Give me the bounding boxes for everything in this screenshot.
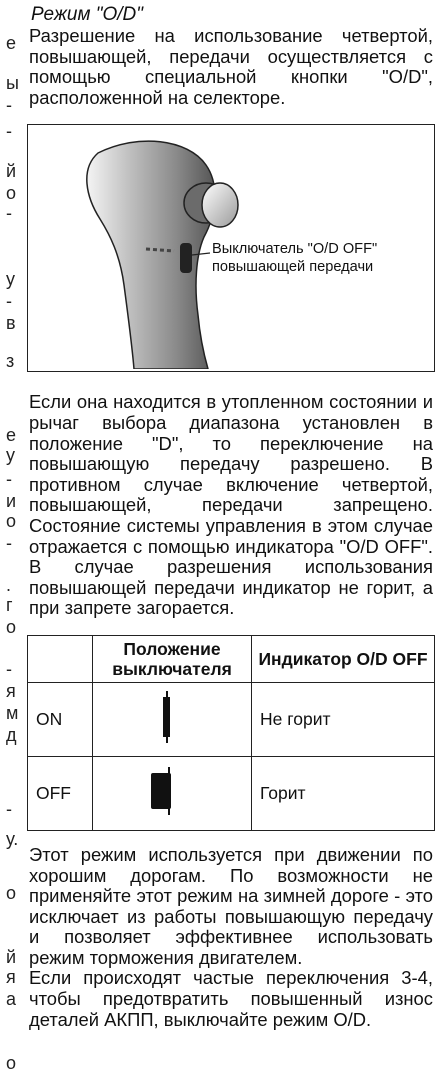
edge-letter: - (6, 659, 12, 679)
table-header-position: Положение выключателя (93, 635, 252, 682)
table-row (28, 756, 435, 830)
switch-released-icon (93, 757, 251, 825)
shift-lever-figure (27, 124, 435, 372)
edge-letter: у (6, 445, 15, 465)
edge-letter: - (6, 533, 12, 553)
indicator-cell: Горит (252, 756, 435, 830)
edge-letter: м (6, 703, 19, 723)
edge-letter: д (6, 725, 17, 745)
edge-letter: . (6, 575, 12, 595)
edge-letter: - (6, 291, 12, 311)
edge-letter: о (6, 883, 17, 903)
switch-position-cell (93, 756, 252, 830)
edge-letter: - (6, 203, 12, 223)
switch-position-cell (93, 682, 252, 756)
edge-letter: о (6, 617, 17, 637)
previous-column-fragments (0, 0, 24, 1085)
closing-paragraph-1: Этот режим используется при движении по хорошим дорогам. По возможности не применяйте этот режим на зимней дороге - это исключает из работы повышающую передачу и позволяет эффективнее использовать режим торможения двигателем. (29, 843, 433, 968)
closing-paragraph-2: Если происходят частые переключения 3-4, чтобы предотвратить повышенный износ деталей АКПП, выключайте режим O/D. (29, 967, 433, 1030)
edge-letter: у. (6, 829, 19, 849)
edge-letter: - (6, 121, 12, 141)
switch-state-table (27, 635, 435, 831)
state-cell: OFF (28, 756, 93, 830)
edge-letter: и (6, 491, 17, 511)
edge-letter: - (6, 469, 12, 489)
state-cell: ON (28, 682, 93, 756)
edge-letter: з (6, 351, 15, 371)
edge-letter: у (6, 269, 15, 289)
edge-letter: г (6, 595, 13, 615)
edge-letter: й (6, 947, 17, 967)
edge-letter: я (6, 967, 16, 987)
edge-letter: е (6, 33, 17, 53)
edge-letter: й (6, 161, 17, 181)
edge-letter: - (6, 95, 12, 115)
table-row (28, 682, 435, 756)
edge-letter: - (6, 799, 12, 819)
edge-letter: о (6, 1053, 17, 1073)
table-header-indicator: Индикатор O/D OFF (252, 635, 435, 682)
edge-letter: я (6, 681, 16, 701)
switch-callout (212, 240, 377, 276)
table-header-empty (28, 635, 93, 682)
body-paragraph: Если она находится в утопленном состоянии и рычаг выбора диапазона установлен в положение "D", то переключение на повышающую передачу разрешено. В противном случае включение четвертой, повышающей, передачи запрещено. Состояние системы управления в этом случае отражается с помощью индикатора "O/D OFF". В случае разрешения использования повышающей передачи индикатор не горит, а при запрете загорается. (29, 391, 433, 619)
indicator-cell: Не горит (252, 682, 435, 756)
intro-paragraph: Разрешение на использование четвертой, повышающей, передачи осуществляется с помощью специальной кнопки "O/D", расположенной на селекторе. (29, 25, 433, 108)
callout-line-1: Выключатель "O/D OFF" (212, 241, 378, 258)
edge-letter: о (6, 511, 17, 531)
section-title: Режим "O/D" (31, 4, 144, 25)
edge-letter: е (6, 425, 17, 445)
switch-pressed-icon (93, 683, 251, 751)
edge-letter: а (6, 989, 17, 1009)
table-header-row (28, 635, 435, 682)
edge-letter: в (6, 313, 16, 333)
page-column (27, 4, 435, 1030)
callout-line-2: повышающей передачи (212, 259, 374, 276)
edge-letter: о (6, 183, 17, 203)
edge-letter: ы (6, 73, 19, 93)
